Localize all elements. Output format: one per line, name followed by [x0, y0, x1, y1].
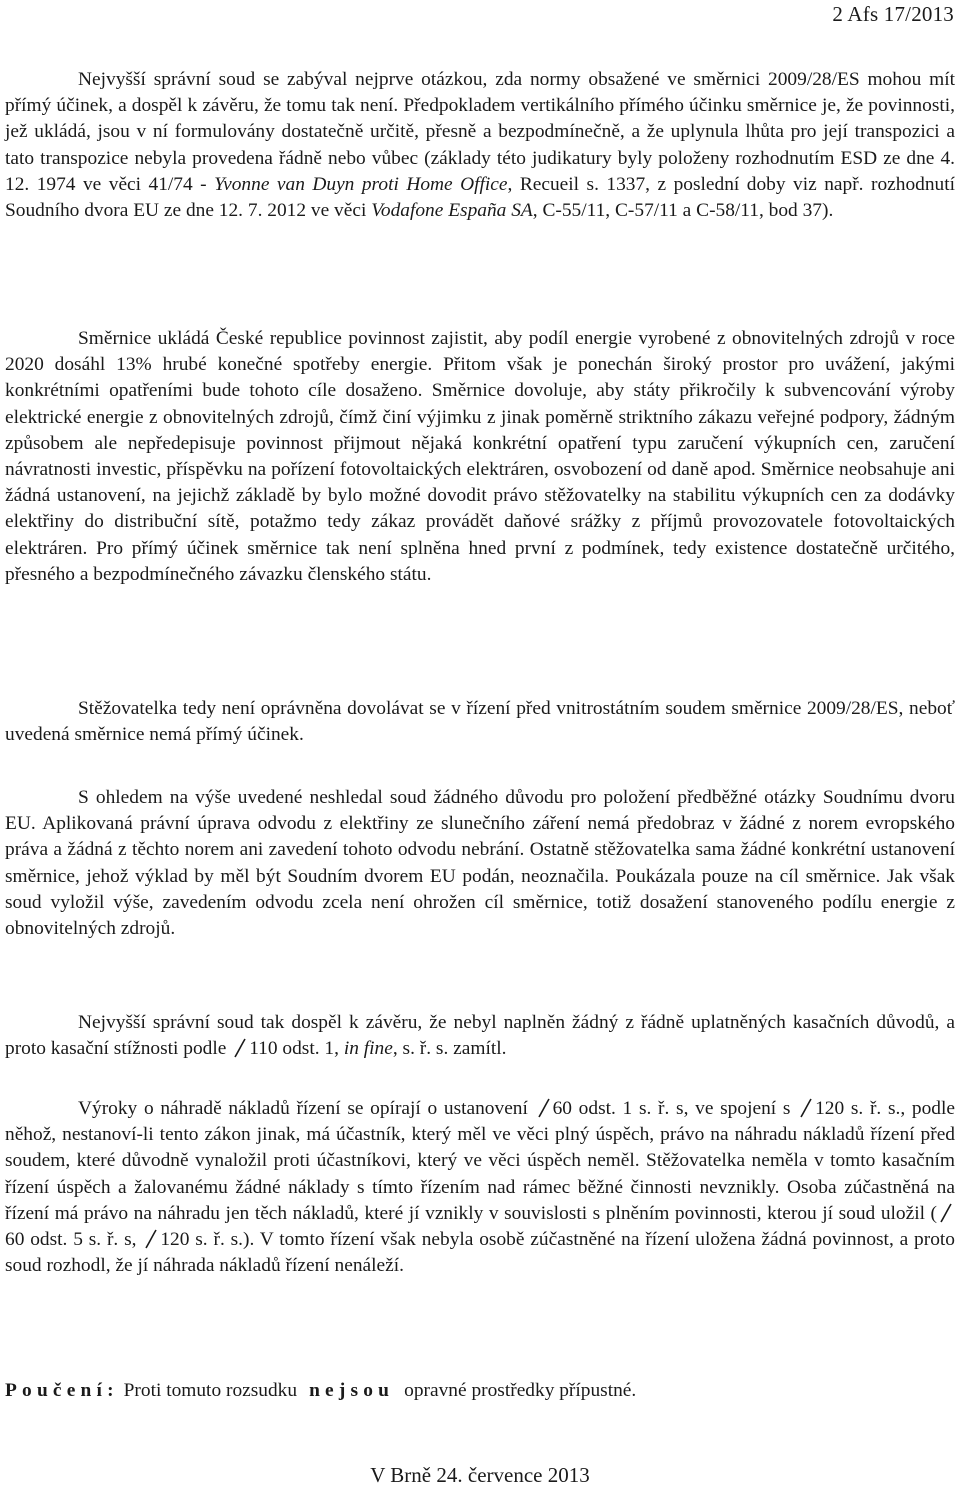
- paragraph-direct-effect: [5, 67, 955, 224]
- section-sign-icon: [799, 1098, 813, 1118]
- section-sign-icon: [233, 1038, 247, 1058]
- p6-text-4: 60 odst. 5 s. ř. s,: [5, 1229, 143, 1251]
- p5-text-3: , s. ř. s. zamítl.: [392, 1038, 507, 1060]
- p6-text-5: 120 s. ř. s.). V tomto řízení však nebyla osobě zúčastněné na řízení uložena žádná povinnost, a proto soud rozhodl, že jí náhrada nákladů řízení nenáleží.: [5, 1229, 955, 1277]
- p1-text-2: , Recueil s. 1337, z poslední doby viz např. rozhodnutí Soudního dvora EU ze dne 12. 7. 2012 ve věci: [5, 173, 955, 222]
- paragraph-costs: [5, 1096, 955, 1279]
- file-number: 2 Afs 17/2013: [832, 2, 954, 26]
- p1-text-3: , C-55/11, C-57/11 a C-58/11, bod 37).: [532, 200, 834, 222]
- place-and-date: V Brně 24. července 2013: [370, 1463, 590, 1487]
- section-sign-icon: [939, 1203, 953, 1223]
- p5-text-2: 110 odst. 1,: [249, 1038, 344, 1060]
- case-name-van-duyn: Yvonne van Duyn proti Home Office: [214, 173, 508, 195]
- paragraph-directive-obligations: Směrnice ukládá České republice povinnost zajistit, aby podíl energie vyrobené z obnovitelných zdrojů v roce 2020 dosáhl 13% hrubé konečné spotřeby energie. Přitom však je ponechán široký prostor pro uvážení, jakými konkrétními opatřeními bude tohoto cíle dosaženo. Směrnice dovoluje, aby státy přikročily k subvencování výroby elektrické energie z obnovitelných zdrojů, čímž činí výjimku z jinak poměrně striktního zákazu veřejné podpory, žádným způsobem ale nepředepisuje povinnost přijmout nějaká konkrétní opatření typu zaručení výkupních cen, zaručení návratnosti investic, příspěvku na pořízení fotovoltaických elektráren, osvobození od daně apod. Směrnice neobsahuje ani žádná ustanovení, na jejichž základě by bylo možné dovodit právo stěžovatelky na stabilitu výkupních cen za dodávky elektřiny do distribuční sítě, potažmo tedy zákaz provádět daňové srážky z příjmů provozovatele fotovoltaických elektráren. Pro přímý účinek směrnice tak není splněna hned první z podmínek, tedy existence dostatečně určitého, přesného a bezpodmínečného závazku členského státu.: [5, 328, 955, 585]
- paragraph-conclusion: [5, 1010, 955, 1062]
- paragraph-no-direct-effect: Stěžovatelka tedy není oprávněna dovolávat se v řízení před vnitrostátním soudem směrnice 2009/28/ES, neboť uvedená směrnice nemá přímý účinek.: [5, 698, 955, 746]
- legal-instruction: [5, 1378, 955, 1404]
- p5-text-1: Nejvyšší správní soud tak dospěl k závěru, že nebyl naplněn žádný z řádně uplatněných kasačních důvodů, a proto kasační stížnosti podle: [5, 1012, 955, 1060]
- p6-text-3: 120 s. ř. s., podle něhož, nestanoví-li tento zákon jinak, má účastník, který měl ve věci plný úspěch, právo na náhradu nákladů řízení před soudem, které důvodně vynaložil proti účastníkovi, který ve věci úspěch neměl. Stěžovatelka neměla v tomto kasačním řízení úspěch a žalovanému žádné náklady s tímto řízením nad rámec běžné činnosti nevznikly. Osoba zúčastněná na řízení má právo na náhradu jen těch nákladů, které jí vznikly v souvislosti s plněním povinnosti, kterou jí soud uložil (: [5, 1098, 955, 1224]
- instruction-label: Poučení:: [5, 1380, 119, 1401]
- case-name-vodafone: Vodafone España SA: [371, 200, 533, 222]
- instruction-text-1: Proti tomuto rozsudku: [123, 1380, 298, 1401]
- p6-text-1: Výroky o náhradě nákladů řízení se opírají o ustanovení: [78, 1098, 535, 1119]
- p6-text-2: 60 odst. 1 s. ř. s, ve spojení s: [552, 1098, 798, 1119]
- section-sign-icon: [144, 1229, 158, 1249]
- instruction-text-2: opravné prostředky přípustné.: [404, 1380, 637, 1401]
- instruction-nejsou: nejsou: [309, 1380, 395, 1401]
- p5-in-fine: in fine: [343, 1038, 393, 1060]
- paragraph-preliminary-question: S ohledem na výše uvedené neshledal soud žádného důvodu pro položení předběžné otázky Soudnímu dvoru EU. Aplikovaná právní úprava odvodu z elektřiny ze slunečního záření nemá předobraz v žádné z norem evropského práva a žádná z těchto norem ani zavedení tohoto odvodu nebrání. Ostatně stěžovatelka sama žádné konkrétní ustanovení směrnice, jehož výklad by měl být Soudním dvorem EU podán, neoznačila. Poukázala pouze na cíl směrnice. Jak však soud vyložil výše, zavedením odvodu zcela není ohrožen cíl směrnice, totiž dosažení stanoveného podílu energie z obnovitelných zdrojů.: [5, 787, 955, 940]
- p1-text-1: Nejvyšší správní soud se zabýval nejprve otázkou, zda normy obsažené ve směrnici 2009/28/ES mohou mít přímý účinek, a dospěl k závěru, že tomu tak není. Předpokladem vertikálního přímého účinku směrnice je, že povinnosti, jež ukládá, jsou v ní formulovány dostatečně určitě, přesně a bezpodmínečně, a že uplynula lhůta pro její transpozici a tato transpozice nebyla provedena řádně nebo vůbec (základy této judikatury byly položeny rozhodnutím ESD ze dne 4. 12. 1974 ve věci 41/74 -: [5, 69, 955, 195]
- section-sign-icon: [537, 1098, 551, 1118]
